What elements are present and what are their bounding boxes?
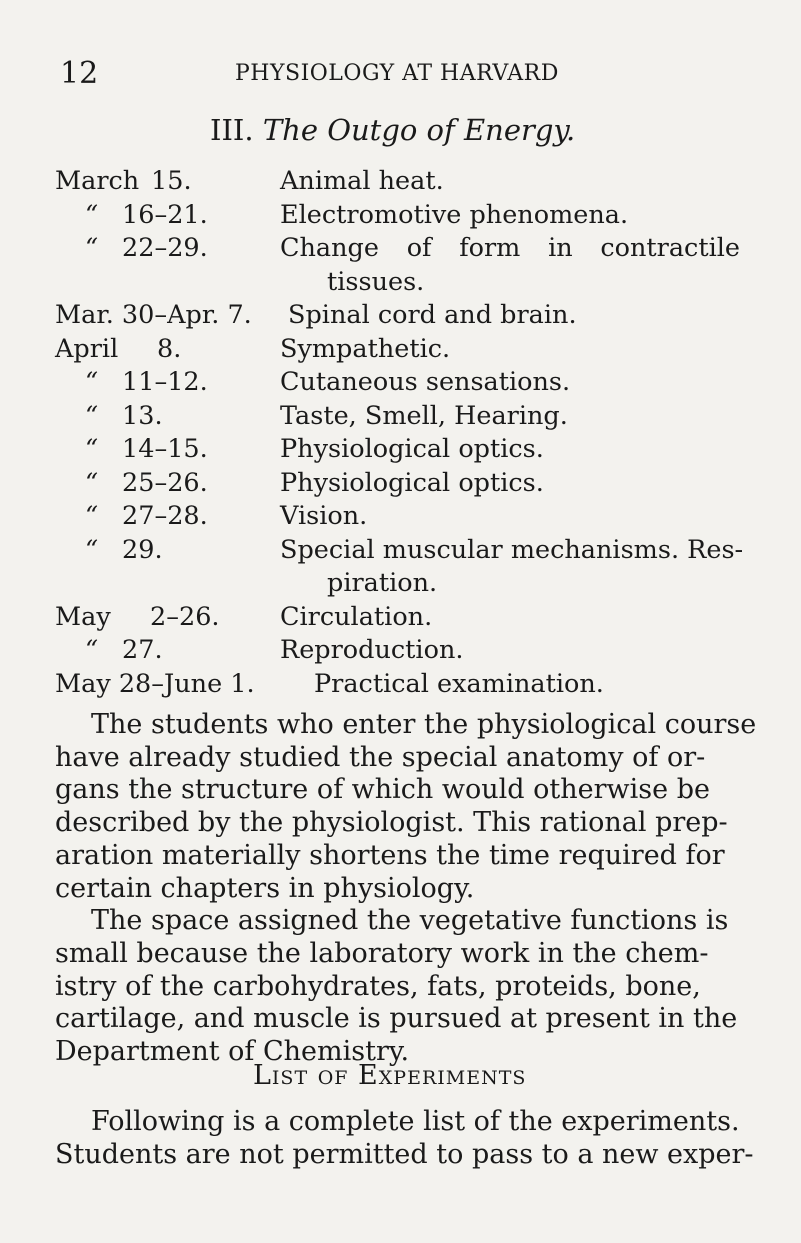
ditto-mark: “ — [85, 501, 99, 531]
schedule-topic: Spinal cord and brain. — [288, 300, 577, 330]
schedule-date-prefix: Mar. 30–Apr. 7. — [55, 300, 252, 330]
section-title — [210, 113, 575, 147]
schedule-row — [0, 366, 801, 400]
ditto-mark: “ — [85, 199, 99, 230]
running-head: PHYSIOLOGY AT HARVARD — [235, 61, 559, 86]
schedule — [0, 165, 801, 701]
ditto-mark: “ — [85, 467, 99, 498]
schedule-row — [0, 500, 801, 534]
page-number: 12 — [60, 56, 99, 91]
schedule-topic: Vision. — [280, 501, 368, 531]
text-line: Following is a complete list of the experiments. — [91, 1106, 740, 1137]
schedule-topic: Physiological optics. — [280, 434, 544, 464]
text-line: The space assigned the vegetative functions is — [91, 905, 729, 937]
schedule-topic-continuation: tissues. — [327, 266, 425, 297]
schedule-date: 27. — [122, 635, 163, 665]
text-line: Department of Chemistry. — [55, 1036, 410, 1068]
schedule-date: 22–29. — [122, 233, 208, 263]
text-line: Students are not permitted to pass to a new exper- — [55, 1138, 754, 1170]
ditto-mark: “ — [85, 635, 99, 665]
text-line: gans the structure of which would otherwise be — [55, 774, 710, 806]
schedule-topic: Special muscular mechanisms. Res- — [280, 534, 744, 565]
text-line: described by the physiologist. This rational prep- — [55, 807, 728, 839]
schedule-date: 11–12. — [122, 367, 208, 397]
schedule-row — [0, 534, 801, 568]
topic-word: contractile — [600, 233, 740, 263]
section-numeral: III. — [210, 113, 254, 147]
schedule-date: 2–26. — [150, 601, 220, 632]
schedule-row-continuation — [0, 266, 801, 300]
schedule-topic: Animal heat. — [280, 166, 444, 196]
schedule-date: 29. — [122, 534, 163, 565]
schedule-row — [0, 232, 801, 266]
topic-word: in — [548, 233, 573, 263]
schedule-topic: Cutaneous sensations. — [280, 367, 571, 397]
ditto-mark: “ — [85, 367, 99, 397]
list-heading: List of Experiments — [253, 1060, 527, 1091]
schedule-topic: Practical examination. — [314, 668, 604, 699]
schedule-date: 25–26. — [122, 467, 208, 498]
text-line: istry of the carbohydrates, fats, proteids, bone, — [55, 970, 701, 1002]
text-line: The students who enter the physiological course — [91, 709, 757, 740]
schedule-topic: Circulation. — [280, 601, 433, 632]
schedule-date-prefix: March — [55, 166, 140, 196]
schedule-date-prefix: May 28–June 1. — [55, 668, 255, 699]
schedule-row — [0, 634, 801, 668]
schedule-topic: Physiological optics. — [280, 467, 544, 498]
text-line: aration materially shortens the time required for — [55, 839, 725, 871]
text-line: cartilage, and muscle is pursued at present in the — [55, 1003, 738, 1035]
schedule-row — [0, 333, 801, 367]
schedule-date: 13. — [122, 400, 163, 431]
schedule-row — [0, 165, 801, 199]
schedule-date: 16–21. — [122, 199, 208, 230]
text-line: certain chapters in physiology. — [55, 872, 475, 904]
schedule-row — [0, 299, 801, 333]
schedule-date: 27–28. — [122, 501, 208, 531]
schedule-topic — [280, 232, 740, 266]
body-paragraph — [55, 709, 757, 1069]
topic-word: Change — [280, 233, 379, 263]
schedule-row — [0, 467, 801, 501]
schedule-row-continuation — [0, 567, 801, 601]
schedule-date-prefix: April — [55, 333, 119, 364]
schedule-date-prefix: May — [55, 601, 111, 632]
schedule-topic: Sympathetic. — [280, 333, 451, 364]
schedule-row — [0, 601, 801, 635]
section-title-text: The Outgo of Energy. — [262, 113, 576, 147]
ditto-mark: “ — [85, 434, 99, 464]
topic-word: of — [406, 233, 432, 263]
schedule-topic: Reproduction. — [280, 635, 464, 665]
schedule-date: 15. — [151, 166, 192, 196]
schedule-row — [0, 433, 801, 467]
schedule-topic: Taste, Smell, Hearing. — [280, 400, 568, 431]
ditto-mark: “ — [85, 400, 99, 431]
schedule-date: 14–15. — [122, 434, 208, 464]
text-line: have already studied the special anatomy of or- — [55, 741, 706, 773]
schedule-row — [0, 668, 801, 702]
schedule-date: 8. — [157, 333, 182, 364]
schedule-row — [0, 400, 801, 434]
topic-word: form — [459, 233, 521, 263]
ditto-mark: “ — [85, 534, 99, 565]
body-paragraph — [55, 1106, 754, 1171]
ditto-mark: “ — [85, 233, 99, 263]
schedule-topic-continuation: piration. — [327, 568, 438, 598]
schedule-topic: Electromotive phenomena. — [280, 199, 629, 230]
schedule-row — [0, 199, 801, 233]
text-line: small because the laboratory work in the chem- — [55, 937, 709, 969]
